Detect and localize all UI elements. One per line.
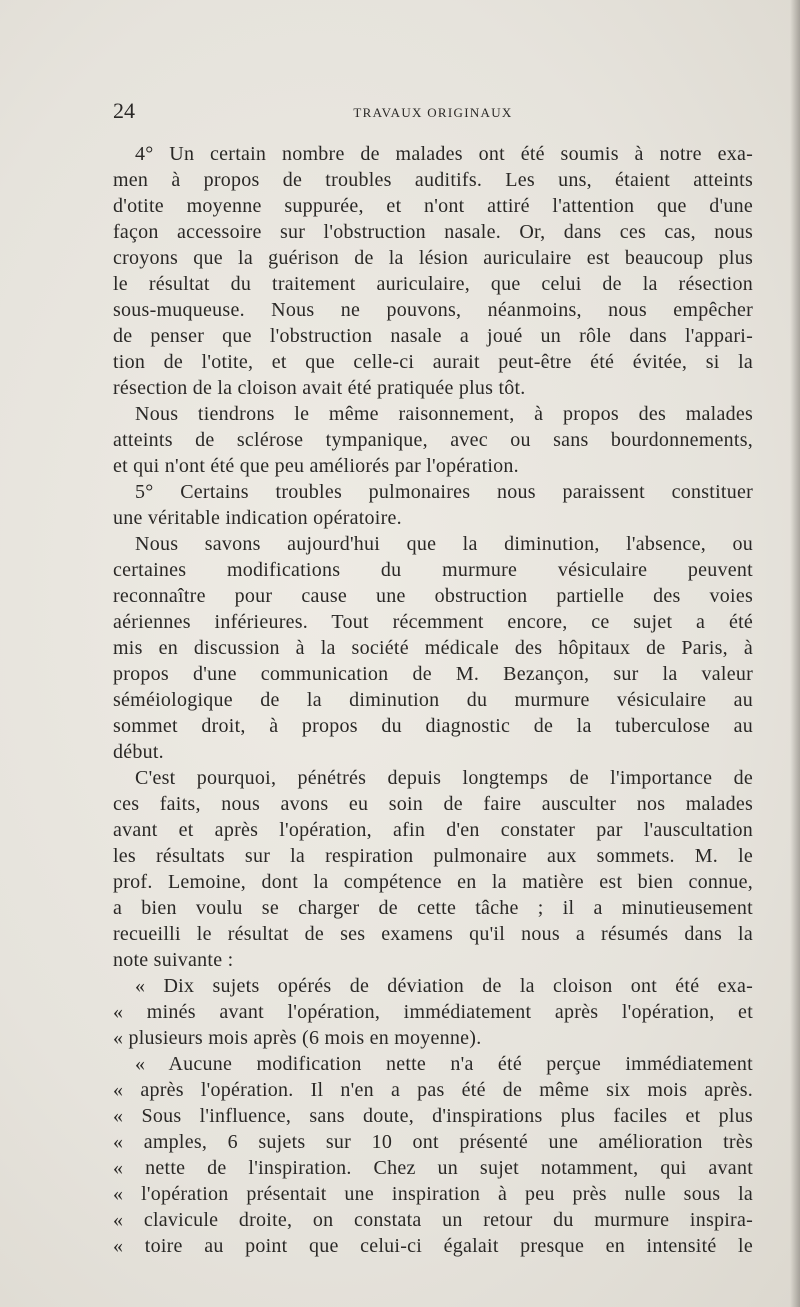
text-line: avant et après l'opération, afin d'en constater par l'auscultation [113,819,753,841]
quote-line: « Dix sujets opérés de déviation de la cloison ont été exa- [135,975,753,997]
page-number: 24 [113,98,135,123]
text-line: début. [113,741,164,763]
page-edge-shadow [790,0,800,1307]
text-line: aériennes inférieures. Tout récemment encore, ce sujet a été [113,611,753,633]
text-line: Nous savons aujourd'hui que la diminution, l'absence, ou [135,533,753,555]
text-line: reconnaître pour cause une obstruction partielle des voies [113,585,753,607]
text-line: croyons que la guérison de la lésion auriculaire est beaucoup plus [113,247,753,269]
text-line: tion de l'otite, et que celle-ci aurait peut-être été évitée, si la [113,351,753,373]
text-line: sous-muqueuse. Nous ne pouvons, néanmoins, nous empêcher [113,299,753,321]
text-line: le résultat du traitement auriculaire, que celui de la résection [113,273,753,295]
text-line: mis en discussion à la société médicale des hôpitaux de Paris, à [113,637,753,659]
quote-line: « Aucune modification nette n'a été perçue immédiatement [135,1053,753,1075]
text-line: sommet droit, à propos du diagnostic de la tuberculose au [113,715,753,737]
text-line: certaines modifications du murmure vésiculaire peuvent [113,559,753,581]
running-title: TRAVAUX ORIGINAUX [353,105,513,120]
quote-line: « clavicule droite, on constata un retour du murmure inspira- [113,1209,753,1231]
quote-line: « toire au point que celui-ci égalait presque en intensité le [113,1235,753,1257]
text-line: recueilli le résultat de ses examens qu'il nous a résumés dans la [113,923,753,945]
text-line: men à propos de troubles auditifs. Les uns, étaient atteints [113,169,753,191]
text-line: 5° Certains troubles pulmonaires nous paraissent constituer [135,481,753,503]
text-line: note suivante : [113,949,234,971]
quote-line: « après l'opération. Il n'en a pas été de même six mois après. [113,1079,753,1101]
text-line: prof. Lemoine, dont la compétence en la matière est bien connue, [113,871,753,893]
quote-line: « minés avant l'opération, immédiatement après l'opération, et [113,1001,753,1023]
text-line: 4° Un certain nombre de malades ont été soumis à notre exa- [135,143,753,165]
quote-line: « nette de l'inspiration. Chez un sujet notamment, qui avant [113,1157,753,1179]
quote-line: « amples, 6 sujets sur 10 ont présenté une amélioration très [113,1131,753,1153]
text-line: façon accessoire sur l'obstruction nasale. Or, dans ces cas, nous [113,221,753,243]
page-header [113,98,753,128]
text-line: et qui n'ont été que peu améliorés par l'opération. [113,455,519,477]
quote-line: « l'opération présentait une inspiration à peu près nulle sous la [113,1183,753,1205]
quote-line: « plusieurs mois après (6 mois en moyenne). [113,1027,482,1049]
text-line: a bien voulu se charger de cette tâche ; il a minutieusement [113,897,753,919]
body-text [113,141,753,1259]
text-line: ces faits, nous avons eu soin de faire ausculter nos malades [113,793,753,815]
text-line: propos d'une communication de M. Bezançon, sur la valeur [113,663,753,685]
text-line: résection de la cloison avait été pratiquée plus tôt. [113,377,526,399]
text-line: séméiologique de la diminution du murmure vésiculaire au [113,689,753,711]
text-line: de penser que l'obstruction nasale a joué un rôle dans l'appari- [113,325,753,347]
text-line: une véritable indication opératoire. [113,507,402,529]
quote-line: « Sous l'influence, sans doute, d'inspirations plus faciles et plus [113,1105,753,1127]
text-line: atteints de sclérose tympanique, avec ou sans bourdonnements, [113,429,753,451]
text-line: C'est pourquoi, pénétrés depuis longtemps de l'importance de [135,767,753,789]
text-line: les résultats sur la respiration pulmonaire aux sommets. M. le [113,845,753,867]
text-line: Nous tiendrons le même raisonnement, à propos des malades [135,403,753,425]
text-line: d'otite moyenne suppurée, et n'ont attiré l'attention que d'une [113,195,753,217]
